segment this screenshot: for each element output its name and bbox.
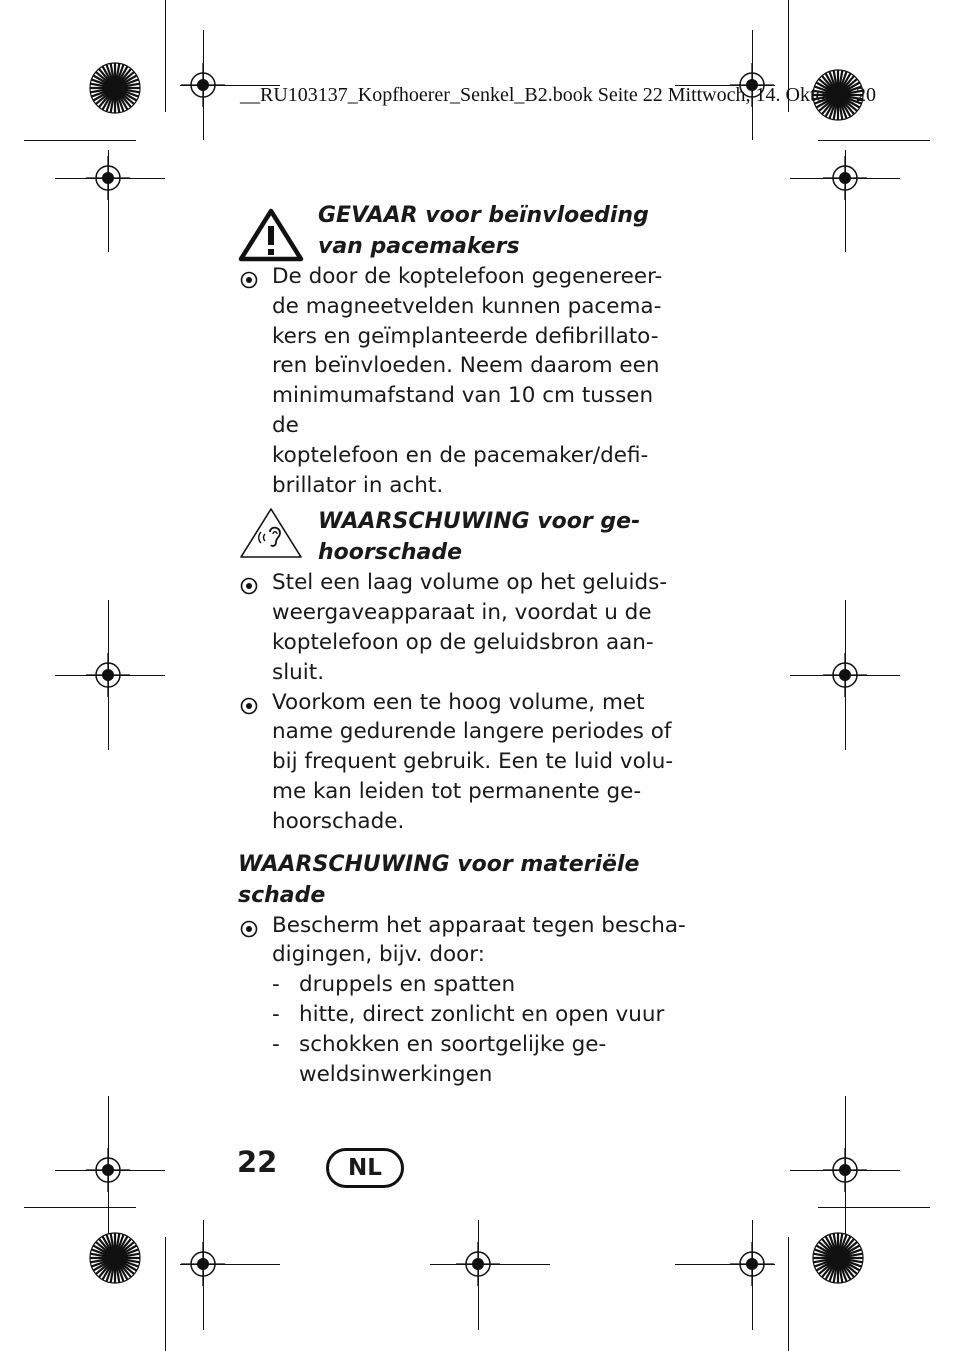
hearing-warning-icon [238, 506, 304, 564]
dash-marker: - [272, 1031, 280, 1057]
bullet-line: sluit. [272, 659, 325, 685]
sub-item-line: hitte, direct zonlicht en open vuur [299, 1001, 665, 1027]
heading-line: hoorschade [318, 540, 463, 566]
bullet-line: bij frequent gebruik. Een te luid volu- [272, 749, 674, 775]
registration-crosshair-icon [86, 1148, 130, 1192]
document-body [238, 200, 686, 1089]
bullet-line: me kan leiden tot permanente ge- [272, 778, 642, 804]
registration-crosshair-icon [730, 1242, 774, 1286]
crop-mark-line [818, 1207, 930, 1208]
crop-mark-line [24, 140, 136, 141]
registration-crosshair-icon [181, 63, 225, 107]
sub-item-line: weldsinwerkingen [299, 1061, 493, 1087]
bullet-item [238, 688, 686, 837]
crop-mark-line [165, 1237, 166, 1351]
bullet-line: digingen, bijv. door: [272, 942, 486, 968]
bullet-line: koptelefoon en de pacemaker/defi- [272, 442, 649, 468]
page-number: 22 [237, 1145, 278, 1179]
print-slug-header: __RU103137_Kopfhoerer_Senkel_B2.book Seite 22 Mittwoch, 14. Oktober 20 [240, 84, 877, 106]
heading-line: GEVAAR voor beïnvloeding [318, 203, 649, 228]
registration-crosshair-icon [86, 156, 130, 200]
bullet-line: kers en geïmplanteerde defibrillato- [272, 323, 659, 349]
bullet-line: Bescherm het apparaat tegen bescha- [272, 912, 686, 938]
bullet-item [238, 262, 686, 500]
crop-mark-line [818, 140, 930, 141]
warning-triangle-icon [238, 208, 304, 266]
bullet-line: ren beïnvloeden. Neem daarom een [272, 353, 660, 379]
color-registration-icon [811, 1231, 865, 1285]
bullet-line: minimumafstand van 10 cm tussen de [272, 383, 654, 438]
material-damage-heading [238, 849, 686, 911]
bullet-line: koptelefoon op de geluidsbron aan- [272, 629, 654, 655]
color-registration-icon [88, 1231, 142, 1285]
heading-line: WAARSCHUWING voor materiële [238, 851, 640, 877]
bullet-line: Voorkom een te hoog volume, met [272, 689, 645, 715]
bullet-target-icon [240, 694, 258, 724]
registration-crosshair-icon [181, 1242, 225, 1286]
heading-line: van pacemakers [318, 234, 520, 259]
sub-list [272, 970, 686, 1089]
bullet-target-icon [240, 268, 258, 298]
heading-line: WAARSCHUWING voor ge- [318, 509, 641, 535]
registration-crosshair-icon [823, 156, 867, 200]
heading-line: schade [238, 882, 326, 908]
hearing-warning-heading [238, 506, 686, 568]
registration-crosshair-icon [823, 653, 867, 697]
crop-mark-line [24, 1207, 136, 1208]
registration-crosshair-icon [456, 1242, 500, 1286]
bullet-line: hoorschade. [272, 808, 405, 834]
dash-marker: - [272, 1001, 280, 1027]
sub-item-line: schokken en soortgelijke ge- [299, 1031, 607, 1057]
registration-crosshair-icon [86, 653, 130, 697]
bullet-line: brillator in acht. [272, 472, 444, 498]
language-badge: NL [326, 1148, 404, 1188]
crop-mark-line [788, 1237, 789, 1351]
bullet-line: name gedurende langere periodes of [272, 719, 672, 745]
dash-marker: - [272, 972, 280, 998]
sub-list-item [272, 1030, 686, 1090]
pacemaker-warning-heading [238, 200, 686, 262]
bullet-target-icon [240, 917, 258, 947]
crop-mark-line [165, 0, 166, 112]
sub-list-item [272, 970, 686, 1000]
bullet-line: De door de koptelefoon gegenereer- [272, 264, 663, 289]
bullet-item [238, 568, 686, 687]
bullet-line: Stel een laag volume op het geluids- [272, 570, 668, 596]
sub-list-item [272, 1000, 686, 1030]
color-registration-icon [88, 61, 142, 115]
sub-item-line: druppels en spatten [299, 972, 516, 998]
bullet-item [238, 911, 686, 971]
registration-crosshair-icon [823, 1148, 867, 1192]
bullet-target-icon [240, 574, 258, 604]
bullet-line: weergaveapparaat in, voordat u de [272, 600, 652, 626]
bullet-line: de magneetvelden kunnen pacema- [272, 293, 662, 319]
